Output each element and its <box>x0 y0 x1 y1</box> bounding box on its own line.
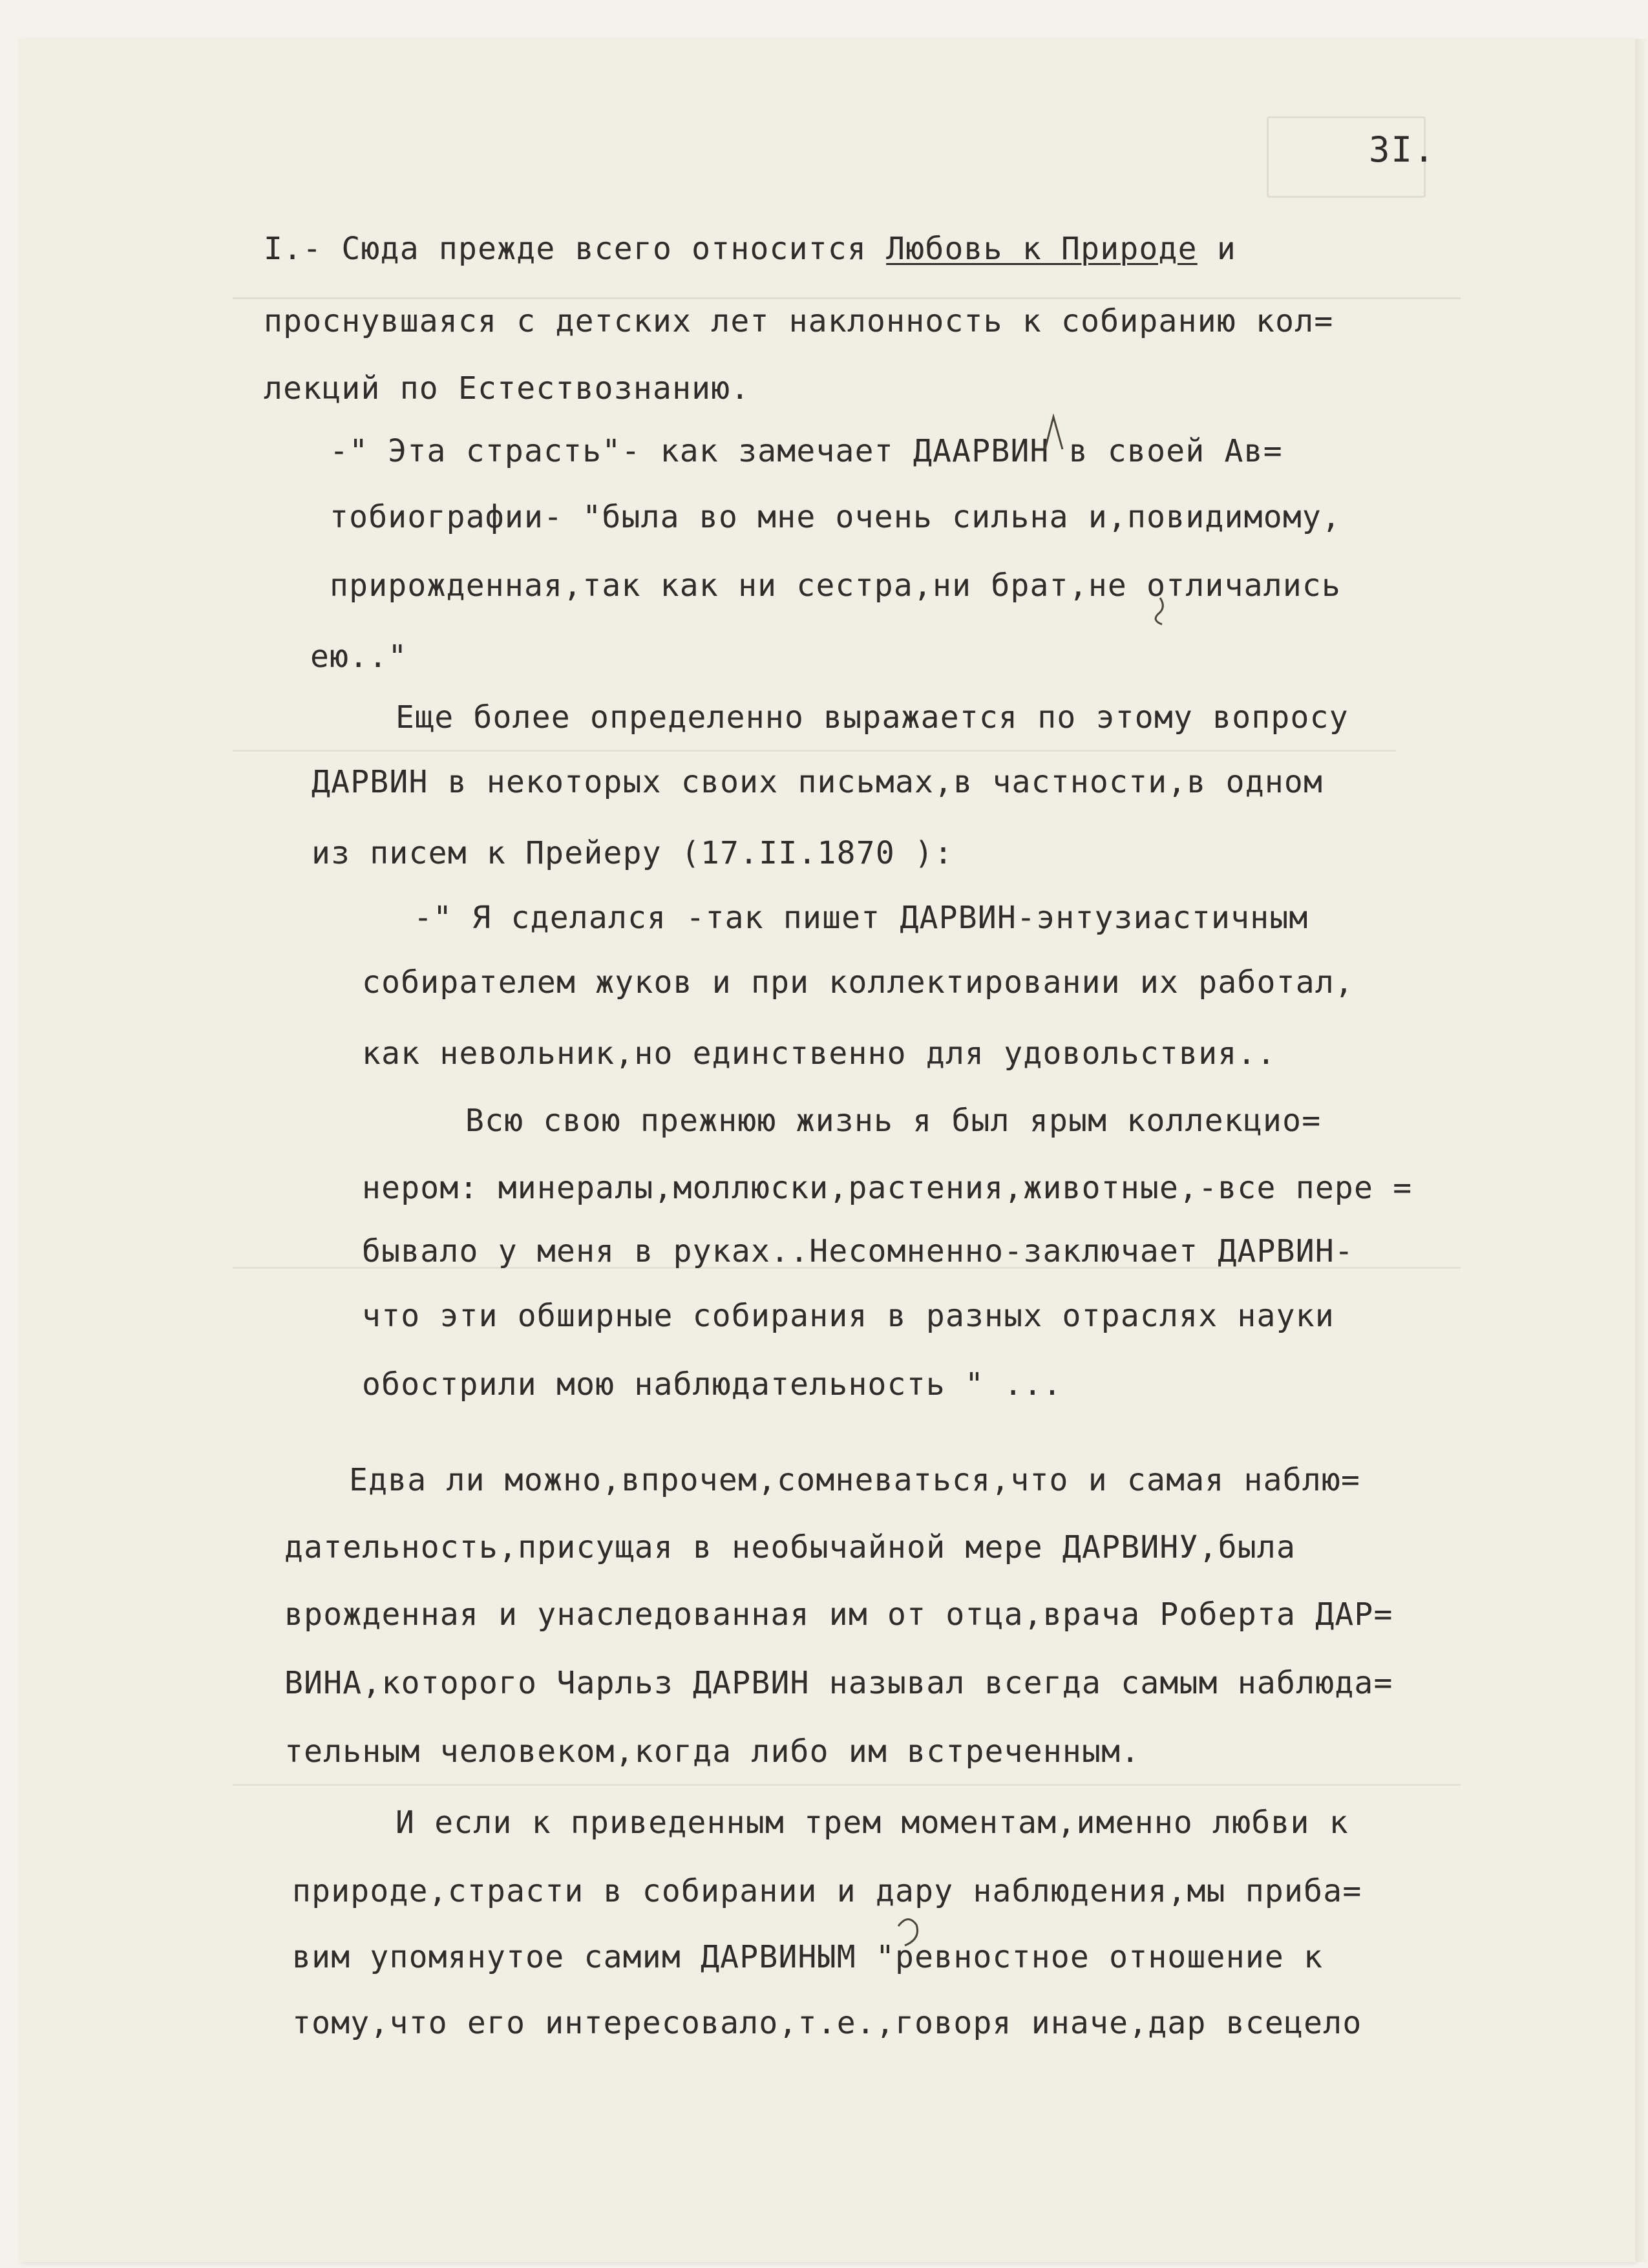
paragraph-3-line-3: врожденная и унаследованная им от отца,врача Роберта ДАР= <box>284 1596 1393 1633</box>
quote-2-line-8: обострили мою наблюдательность " ... <box>362 1366 1062 1403</box>
quote-2-line-5: нером: минералы,моллюски,растения,животные,-все пере = <box>362 1170 1413 1206</box>
quote-1-line-2: тобиографии- "была во мне очень сильна и,повидимому, <box>330 499 1342 535</box>
quote-2-line-3: как невольник,но единственно для удовольствия.. <box>362 1035 1276 1072</box>
typewritten-sheet <box>19 39 1635 2262</box>
paragraph-2-line-1: Еще более определенно выражается по этому вопросу <box>396 699 1349 736</box>
quote-2-line-1: -" Я сделался -так пишет ДАРВИН-энтузиастичным <box>414 900 1309 936</box>
underlined-phrase: Любовь к Природе <box>886 231 1198 267</box>
pen-correction-mark <box>1042 414 1068 452</box>
paragraph-1-line-1-suffix: и <box>1197 231 1236 267</box>
pen-correction-mark <box>1150 595 1170 627</box>
bleed-through-mark <box>233 750 1396 752</box>
pen-correction-mark <box>892 1913 924 1952</box>
quote-2-line-4: Всю свою прежнюю жизнь я был ярым коллекцио= <box>465 1103 1322 1139</box>
paragraph-3-line-2: дательность,присущая в необычайной мере ДАРВИНУ,была <box>284 1529 1296 1565</box>
paragraph-1-line-3: лекций по Естествознанию. <box>264 370 750 407</box>
paragraph-3-line-4: ВИНА,которого Чарльз ДАРВИН называл всегда самым наблюда= <box>284 1665 1393 1701</box>
paragraph-1-line-1-prefix: I.- Сюда прежде всего относится <box>264 231 887 267</box>
paragraph-1-line-1 <box>264 229 1236 268</box>
paragraph-4-line-2: природе,страсти в собирании и дару наблюдения,мы приба= <box>292 1873 1362 1909</box>
paragraph-1-line-2: проснувшаяся с детских лет наклонность к собиранию кол= <box>264 303 1334 339</box>
paragraph-4-line-1: И если к приведенным трем моментам,именно любви к <box>396 1805 1349 1841</box>
bleed-through-mark <box>233 1784 1461 1786</box>
paragraph-4-line-4: тому,что его интересовало,т.е.,говоря иначе,дар всецело <box>292 2005 1362 2041</box>
quote-2-line-2: собирателем жуков и при коллектировании их работал, <box>362 964 1355 1001</box>
paragraph-2-line-3: из писем к Прейеру (17.II.1870 ): <box>312 835 954 871</box>
paragraph-3-line-5: тельным человеком,когда либо им встреченным. <box>284 1733 1141 1770</box>
quote-1-line-4: ею.." <box>310 639 408 675</box>
paragraph-3-line-1: Едва ли можно,впрочем,сомневаться,что и самая наблю= <box>349 1462 1361 1498</box>
quote-2-line-6: бывало у меня в руках..Несомненно-заключает ДАРВИН- <box>362 1233 1355 1269</box>
sheet-edge <box>1635 39 1648 2262</box>
quote-2-line-7: что эти обширные собирания в разных отраслях науки <box>362 1298 1335 1334</box>
quote-1-line-1: -" Эта страсть"- как замечает ДААРВИН в своей Ав= <box>330 433 1283 469</box>
paragraph-2-line-2: ДАРВИН в некоторых своих письмах,в частности,в одном <box>312 764 1324 800</box>
page-number: 3I. <box>1369 129 1436 170</box>
quote-1-line-3: прирожденная,так как ни сестра,ни брат,не отличались <box>330 567 1342 604</box>
paragraph-4-line-3: вим упомянутое самим ДАРВИНЫМ "ревностное отношение к <box>292 1939 1324 1975</box>
bleed-through-mark <box>233 297 1461 299</box>
